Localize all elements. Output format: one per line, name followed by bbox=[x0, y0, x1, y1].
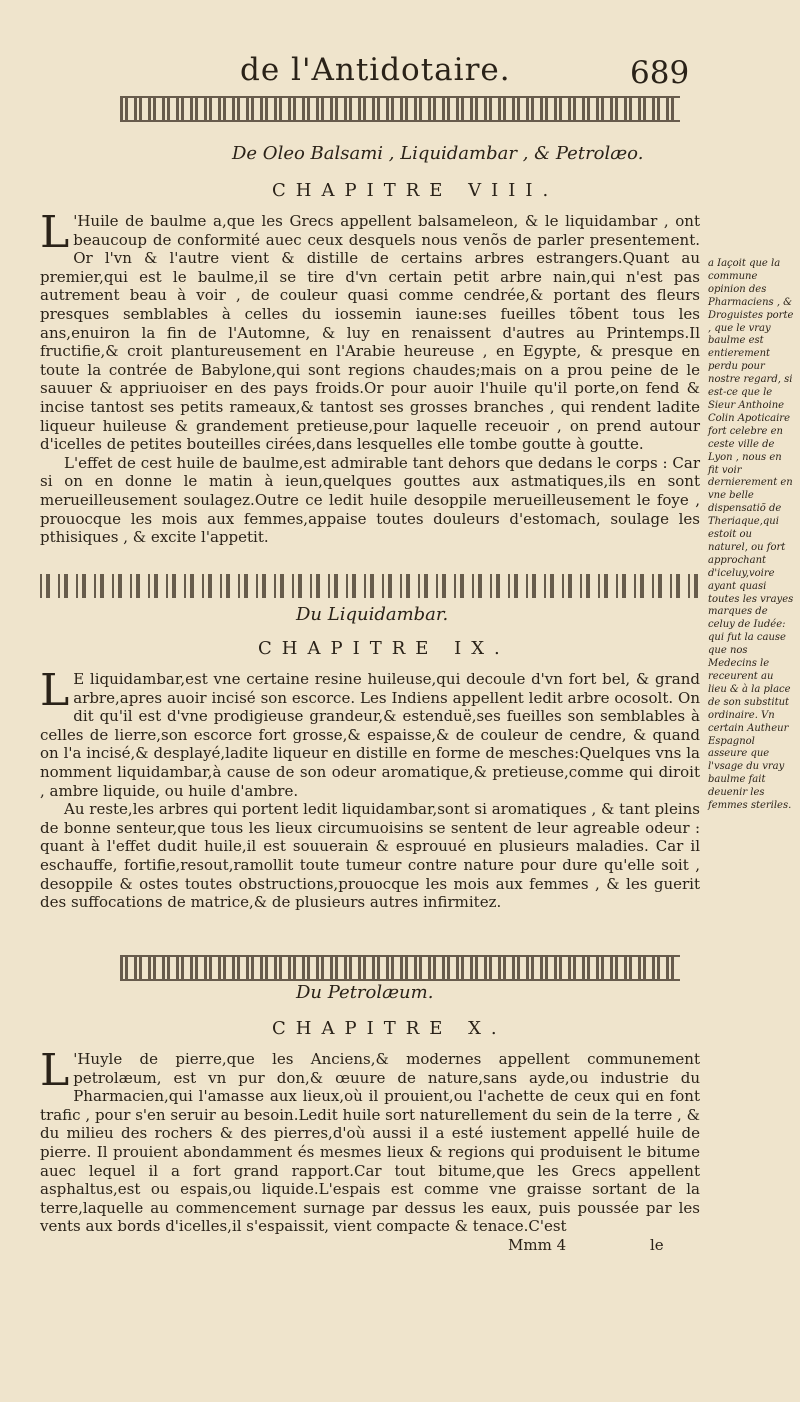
chapter-ix-text bbox=[40, 665, 700, 912]
section-title-petroleum: Du Petrolæum. bbox=[296, 982, 434, 1003]
chapter-heading-ix: CHAPITRE IX. bbox=[258, 638, 510, 659]
chapter-x-text bbox=[40, 1045, 700, 1236]
ornament-band-flowers bbox=[40, 574, 700, 598]
page-number: 689 bbox=[630, 55, 690, 91]
chapter-viii-para-1: 'Huile de baulme a,que les Grecs appellent balsameleon, & le liquidambar , ont beaucoup de conformité auec ceux desquels nous venõs de parler presentement. Or l'vn & l'autre vient & distille de certains arbres estrangers.Quant au premier,qui est le baulme,il se tire d'vn certain petit arbre nain,qui n'est pas autrement beau à voir , de couleur quasi comme cendrée,& portant des fleurs presques semblables à celles du iossemin iaune:ses fueilles tõbent tous les ans,enuiron la fin de l'Automne, & luy en renaissent d'autres au Printemps.Il fructifie,& croit plantureusement en l'Arabie heureuse , en Egypte, & presque en toute la contrée de Babylone,qui sont regions chaudes;mais on a prou peine de le sauuer & appriuoiser en des pays froids.Or pour auoir l'huile qu'il porte,on fend & incise tantost ses petits rameaux,& tantost ses grosses branches , qui rendent ladite liqueur huileuse & grandement pretieuse,pour laquelle receuoir , on prend autour d'icelles de petites bouteilles cirées,dans lesquelles elle tombe goutte à goutte. bbox=[40, 212, 700, 454]
chapter-ix-para-2: Au reste,les arbres qui portent ledit liquidambar,sont si aromatiques , & tant pleins de bonne senteur,que tous les lieux circumuoisins se sentent de leur agreable odeur : quant à l'effet dudit huile,il est souuerain & esprouué en plusieurs maladies. Car il eschauffe, fortifie,resout,ramollit toute tumeur contre nature pour dure qu'elle soit , desoppile & ostes toutes obstructions,prouocque les mois aux femmes , & les guerit des suffocations de matrice,& de plusieurs autres infirmitez. bbox=[40, 800, 700, 912]
margin-note: a Iaçoit que la commune opinion des Pharmaciens , & Droguistes porte , que le vray baulme est entierement perdu pour nostre regard, si est-ce que le Sieur Anthoine Colin Apoticaire fort celebre en ceste ville de Lyon , nous en fit voir dernierement en vne belle dispensatiõ de Theriaque,qui estoit ou naturel, ou fort approchant d'iceluy,voire ayant quasi toutes les vrayes marques de celuy de Iudée: qui fut la cause que nos Medecins le receurent au lieu & à la place de son substitut ordinaire. Vn certain Autheur Espagnol asseure que l'vsage du vray baulme fait deuenir les femmes steriles. bbox=[708, 258, 794, 812]
drop-cap: L bbox=[40, 1045, 70, 1096]
ornament-band-top bbox=[120, 96, 680, 122]
running-head: de l'Antidotaire. bbox=[240, 52, 511, 88]
chapter-heading-x: CHAPITRE X. bbox=[272, 1018, 507, 1039]
ornament-band-middle bbox=[120, 955, 680, 981]
chapter-heading-viii: CHAPITRE VIII. bbox=[272, 180, 559, 201]
chapter-ix-para-1: E liquidambar,est vne certaine resine huileuse,qui decoule d'vn fort bel, & grand arbre,apres auoir incisé son escorce. Les Indiens appellent ledit arbre ocosolt. On dit qu'il est d'vne prodigieuse grandeur,& estenduë,ses fueilles son semblables à celles de lierre,son escorce fort grosse,& espaisse,& de couleur de cendre, & quand on l'a incisé,& desplayé,ladite liqueur en distille en forme de mesches:Quelques vns la nomment liquidambar,à cause de son odeur aromatique,& pretieuse,comme qui diroit , ambre liquide, ou huile d'ambre. bbox=[40, 670, 700, 800]
chapter-viii-para-2: L'effet de cest huile de baulme,est admirable tant dehors que dedans le corps : Car si on en donne le matin à ieun,quelques gouttes aux astmatiques,ils en sont merueilleusement soulagez.Outre ce ledit huile desoppile merueilleusement le foye , prouocque les mois aux femmes,appaise toutes douleurs d'estomach, soulage les pthisiques , & excite l'appetit. bbox=[40, 453, 700, 547]
catchword: le bbox=[650, 1236, 664, 1254]
chapter-viii-text bbox=[40, 207, 700, 547]
section-title-balsam: De Oleo Balsami , Liquidambar , & Petrolæo. bbox=[232, 143, 644, 164]
drop-cap: L bbox=[40, 665, 70, 716]
signature-mark: Mmm 4 bbox=[508, 1236, 567, 1254]
drop-cap: L bbox=[40, 207, 70, 258]
chapter-x-para-1: 'Huyle de pierre,que les Anciens,& modernes appellent communement petrolæum, est vn pur don,& œuure de nature,sans ayde,ou industrie du Pharmacien,qui l'amasse aux lieux,où il prouient,ou l'achette de ceux qui en font trafic , pour s'en seruir au besoin.Ledit huile sort naturellement du sein de la terre , & du milieu des rochers & des pierres,d'où aussi il a esté iustement appellé huile de pierre. Il prouient abondamment és mesmes lieux & regions qui produisent le bitume auec lequel il a fort grand rapport.Car tout bitume,que les Grecs appellent asphaltus,est ou espais,ou liquide.L'espais est comme vne graisse sortant de la terre,laquelle au commencement surnage par dessus les eaux, puis poussée par les vents aux bords d'icelles,il s'espaissit, vient compacte & tenace.C'est bbox=[40, 1050, 700, 1236]
section-title-liquidambar: Du Liquidambar. bbox=[296, 604, 449, 625]
